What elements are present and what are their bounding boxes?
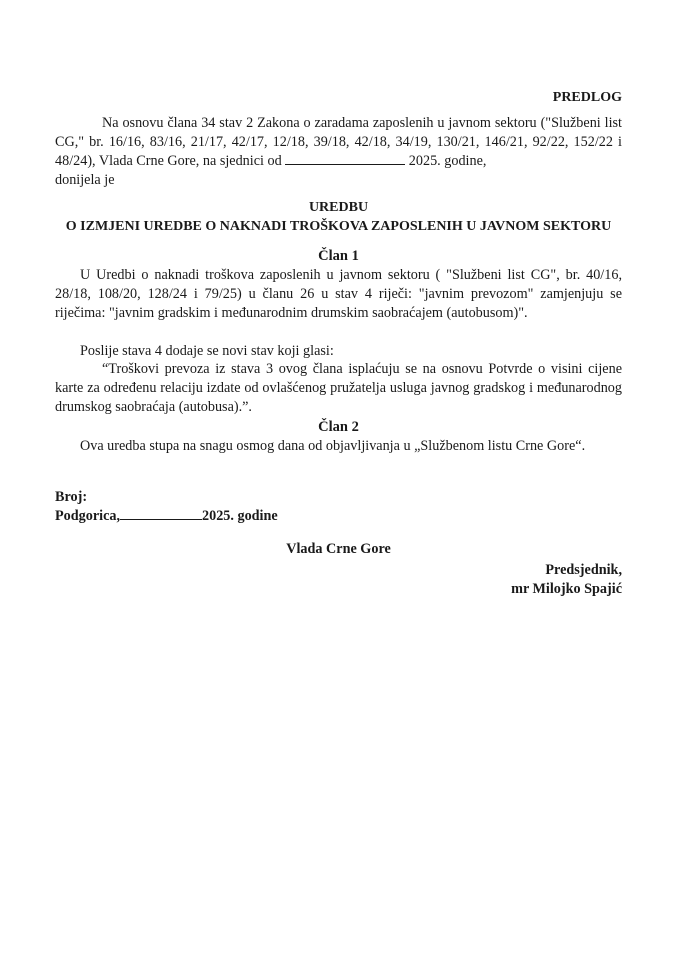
signatory-title: Predsjednik, [545, 562, 622, 578]
article-1-paragraph-1: U Uredbi o naknadi troškova zaposlenih u javnom sektoru ( "Službeni list CG", br. 40/16, 28/18, 108/20, 128/24 i 79/25) u članu 26 u stav 4 riječi: "javnim prevozom" zamjenjuju se riječima: "javnim gradskim i međunarodnim drumskim saobraćajem (autobusom)". [55, 267, 622, 321]
preamble-year: 2025. godine, [408, 153, 487, 169]
preamble-paragraph [55, 114, 622, 190]
article-1-heading: Član 1 [318, 248, 359, 264]
article-2-heading: Član 2 [318, 419, 359, 435]
place-date-line [55, 507, 278, 526]
signing-date-blank [120, 507, 202, 520]
session-date-blank [285, 152, 405, 165]
document-title: UREDBU [308, 200, 369, 215]
article-1-paragraph-2: Poslije stava 4 dodaje se novi stav koji glasi: [80, 343, 334, 359]
article-2-paragraph-1: Ova uredba stupa na snagu osmog dana od objavljivanja u „Službenom listu Crne Gore“. [80, 438, 586, 454]
preamble-text: Na osnovu člana 34 stav 2 Zakona o zaradama zaposlenih u javnom sektoru ("Službeni list CG," br. 16/16, 83/16, 21/17, 42/17, 12/18, 39/18, 42/18, 34/19, 130/21, 146/21, 92/22, 152/22 i 48/24), Vlada Crne Gore, na sjednici od [55, 115, 622, 169]
broj-label: Broj: [55, 489, 88, 505]
date-suffix: 2025. godine [202, 508, 278, 524]
article-1-paragraph-3: “Troškovi prevoza iz stava 3 ovog člana isplaćuju se na osnovu Potvrde o visini cijene karte za određenu relaciju izdate od ovlašćenog pružatelja usluga javnog gradskog i međunarodnog drumskog saobraćaja (autobusa).”. [55, 361, 622, 415]
status-label: PREDLOG [552, 90, 622, 105]
preamble-closing: donijela je [55, 172, 115, 188]
document-subtitle: O IZMJENI UREDBE O NAKNADI TROŠKOVA ZAPOSLENIH U JAVNOM SEKTORU [65, 219, 612, 234]
signatory-name: mr Milojko Spajić [511, 581, 622, 597]
government-name: Vlada Crne Gore [286, 541, 391, 557]
place-label: Podgorica, [55, 508, 121, 524]
